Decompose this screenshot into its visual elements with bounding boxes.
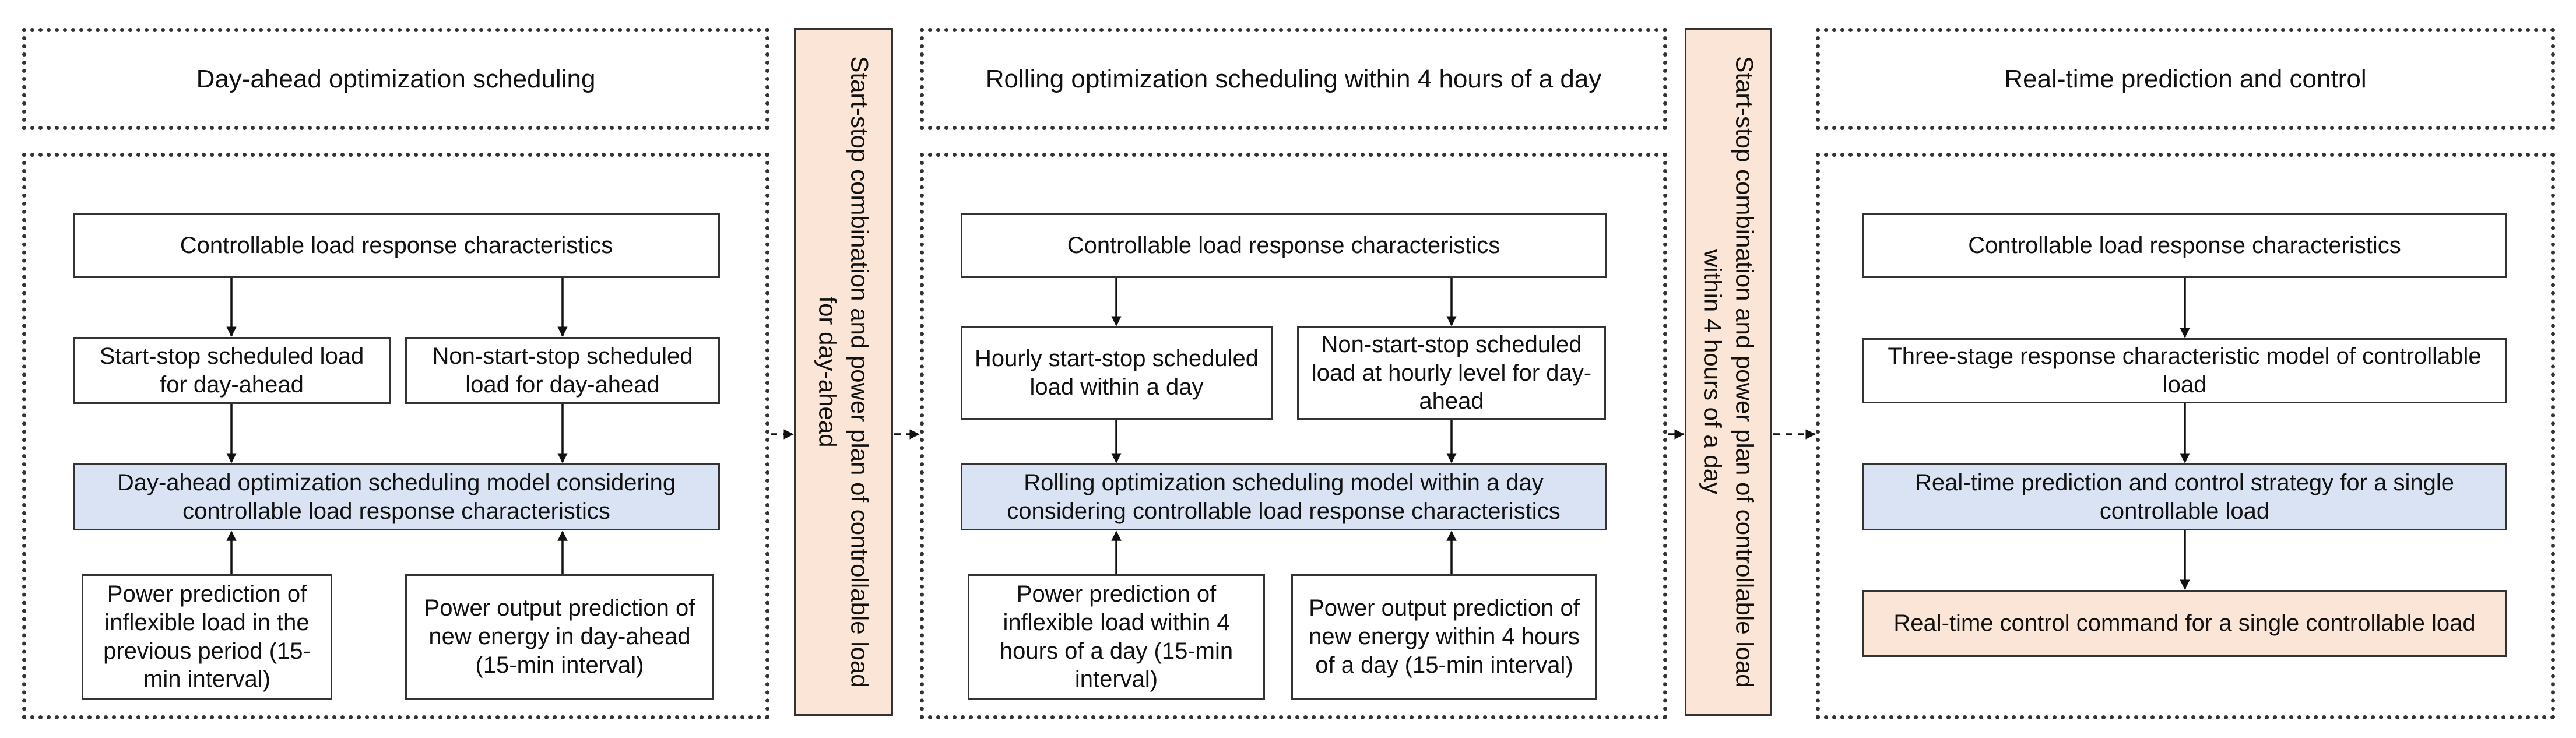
day-ahead-new-energy-prediction-text: Power output prediction of new energy in day-ahead (15-min interval) bbox=[424, 595, 695, 678]
rolling-new-energy-prediction-text: Power output prediction of new energy within 4 hours of a day (15-min interval) bbox=[1309, 595, 1580, 678]
day-ahead-model-text: Day-ahead optimization scheduling model considering controllable load response characteristics bbox=[117, 469, 676, 524]
real-time-strategy-text: Real-time prediction and control strategy for a single controllable load bbox=[1915, 469, 2454, 524]
real-time-three-stage-model-text: Three-stage response characteristic model of controllable load bbox=[1888, 343, 2482, 398]
real-time-command-text: Real-time control command for a single controllable load bbox=[1893, 610, 2476, 637]
real-time-header-text: Real-time prediction and control bbox=[2004, 64, 2367, 93]
day-ahead-characteristics-text: Controllable load response characteristics bbox=[180, 232, 613, 258]
day-ahead-plan-text: Start-stop combination and power plan of controllable load for day-ahead bbox=[814, 56, 874, 688]
rolling-start-stop-load-text: Hourly start-stop scheduled load within a day bbox=[975, 346, 1259, 400]
rolling-inflexible-prediction-text: Power prediction of inflexible load within 4 hours of a day (15-min interval) bbox=[999, 581, 1233, 693]
rolling-plan-text: Start-stop combination and power plan of controllable load within 4 hours of a day bbox=[1699, 56, 1759, 688]
day-ahead-start-stop-load-text: Start-stop scheduled load for day-ahead bbox=[99, 343, 364, 398]
rolling-model-text: Rolling optimization scheduling model within a day considering controllable load response characteristics bbox=[1007, 469, 1561, 524]
day-ahead-header-text: Day-ahead optimization scheduling bbox=[196, 64, 596, 93]
rolling-header-text: Rolling optimization scheduling within 4 hours of a day bbox=[985, 64, 1602, 93]
real-time-characteristics-text: Controllable load response characteristics bbox=[1968, 232, 2401, 258]
rolling-non-start-stop-load-text: Non-start-stop scheduled load at hourly level for day-ahead bbox=[1311, 331, 1592, 414]
day-ahead-non-start-stop-load-text: Non-start-stop scheduled load for day-ahead bbox=[432, 343, 693, 398]
rolling-characteristics-text: Controllable load response characteristics bbox=[1067, 232, 1500, 258]
day-ahead-inflexible-prediction-text: Power prediction of inflexible load in the previous period (15-min interval) bbox=[103, 581, 311, 693]
